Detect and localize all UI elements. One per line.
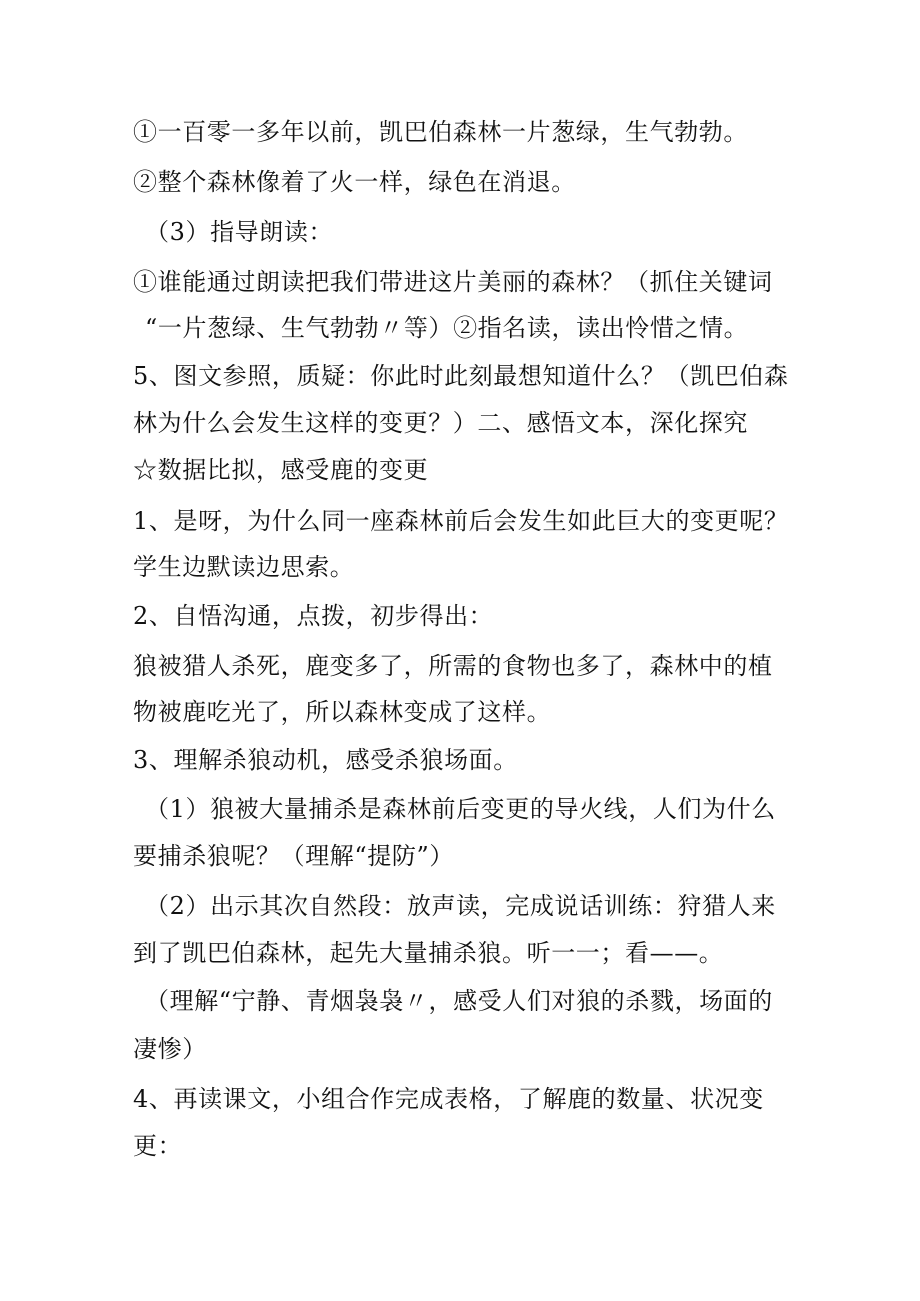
text-line: 凄惨） [133, 1035, 207, 1063]
text-line: ②整个森林像着了火一样，绿色在消退。 [133, 168, 576, 196]
text-line: （理解“宁静、青烟袅袅〃，感受人们对狼的杀戮，场面的 [145, 987, 773, 1015]
text-line: 更： [133, 1132, 183, 1160]
text-line: 到了凯巴伯森林，起先大量捕杀狼。听一一；看——。 [133, 939, 724, 967]
text-line: 要捕杀狼呢？（理解“提防”） [133, 842, 454, 870]
text-line: 5、图文参照，质疑：你此时此刻最想知道什么？（凯巴伯森 [133, 362, 789, 390]
text-line: “一片葱绿、生气勃勃〃等）②指名读，读出怜惜之情。 [145, 314, 749, 342]
text-line: 学生边默读边思索。 [133, 553, 355, 581]
text-line: 4、再读课文，小组合作完成表格，了解鹿的数量、状况变 [133, 1085, 764, 1113]
text-line: ①一百零一多年以前，凯巴伯森林一片葱绿，生气勃勃。 [133, 118, 748, 146]
text-line: 1、是呀，为什么同一座森林前后会发生如此巨大的变更呢？ [133, 507, 789, 535]
text-line: 物被鹿吃光了，所以森林变成了这样。 [133, 698, 552, 726]
text-line: 2、自悟沟通，点拨，初步得出： [133, 602, 494, 630]
text-line: ☆数据比拟，感受鹿的变更 [133, 456, 429, 484]
text-line: 3、理解杀狼动机，感受杀狼场面。 [133, 746, 518, 774]
text-line: 林为什么会发生这样的变更？）二、感悟文本，深化探究 [133, 409, 748, 437]
text-line: （2）出示其次自然段：放声读，完成说话训练：狩猎人来 [145, 892, 776, 920]
text-line: （3）指导朗读： [145, 218, 334, 246]
text-line: 狼被猎人杀死，鹿变多了，所需的食物也多了，森林中的植 [133, 652, 773, 680]
text-line: ①谁能通过朗读把我们带进这片美丽的森林？（抓住关键词 [133, 268, 773, 296]
text-line: （1）狼被大量捕杀是森林前后变更的导火线，人们为什么 [145, 795, 776, 823]
